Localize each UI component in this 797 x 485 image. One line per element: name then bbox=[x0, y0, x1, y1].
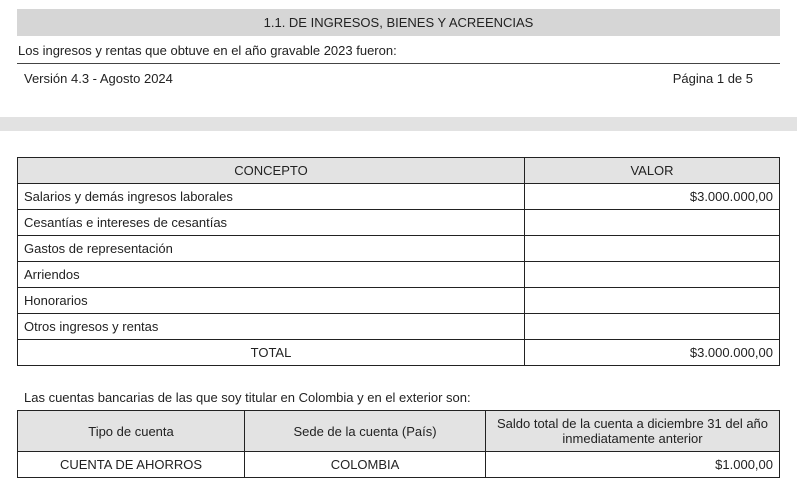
concept-cell: Arriendos bbox=[18, 262, 525, 288]
accounts-intro-text: Las cuentas bancarias de las que soy titular en Colombia y en el exterior son: bbox=[24, 390, 471, 405]
value-cell: $3.000.000,00 bbox=[525, 184, 780, 210]
account-country-cell: COLOMBIA bbox=[245, 452, 486, 478]
document-version: Versión 4.3 - Agosto 2024 bbox=[24, 71, 173, 86]
table-header-row bbox=[18, 411, 780, 452]
value-cell bbox=[525, 236, 780, 262]
account-type-cell: CUENTA DE AHORROS bbox=[18, 452, 245, 478]
header-account-type: Tipo de cuenta bbox=[18, 411, 245, 452]
header-account-balance: Saldo total de la cuenta a diciembre 31 del año inmediatamente anterior bbox=[486, 411, 780, 452]
concept-cell: Cesantías e intereses de cesantías bbox=[18, 210, 525, 236]
value-cell bbox=[525, 210, 780, 236]
value-cell bbox=[525, 262, 780, 288]
divider bbox=[17, 63, 780, 64]
page-separator bbox=[0, 117, 797, 131]
header-value: VALOR bbox=[525, 158, 780, 184]
table-row bbox=[18, 262, 780, 288]
value-cell bbox=[525, 314, 780, 340]
page-number: Página 1 de 5 bbox=[672, 71, 753, 86]
value-cell bbox=[525, 288, 780, 314]
table-row bbox=[18, 236, 780, 262]
account-balance-cell: $1.000,00 bbox=[486, 452, 780, 478]
table-row bbox=[18, 452, 780, 478]
section-title: 1.1. DE INGRESOS, BIENES Y ACREENCIAS bbox=[17, 9, 780, 36]
table-row bbox=[18, 314, 780, 340]
header-concept: CONCEPTO bbox=[18, 158, 525, 184]
header-account-country: Sede de la cuenta (País) bbox=[245, 411, 486, 452]
concept-cell: Gastos de representación bbox=[18, 236, 525, 262]
bank-accounts-table bbox=[17, 410, 780, 478]
table-row bbox=[18, 288, 780, 314]
table-header-row bbox=[18, 158, 780, 184]
concept-cell: Honorarios bbox=[18, 288, 525, 314]
table-row bbox=[18, 184, 780, 210]
table-row bbox=[18, 210, 780, 236]
total-value: $3.000.000,00 bbox=[525, 340, 780, 366]
concept-cell: Otros ingresos y rentas bbox=[18, 314, 525, 340]
concept-cell: Salarios y demás ingresos laborales bbox=[18, 184, 525, 210]
total-label: TOTAL bbox=[18, 340, 525, 366]
income-intro-text: Los ingresos y rentas que obtuve en el año gravable 2023 fueron: bbox=[18, 43, 397, 58]
total-row bbox=[18, 340, 780, 366]
income-table bbox=[17, 157, 780, 366]
